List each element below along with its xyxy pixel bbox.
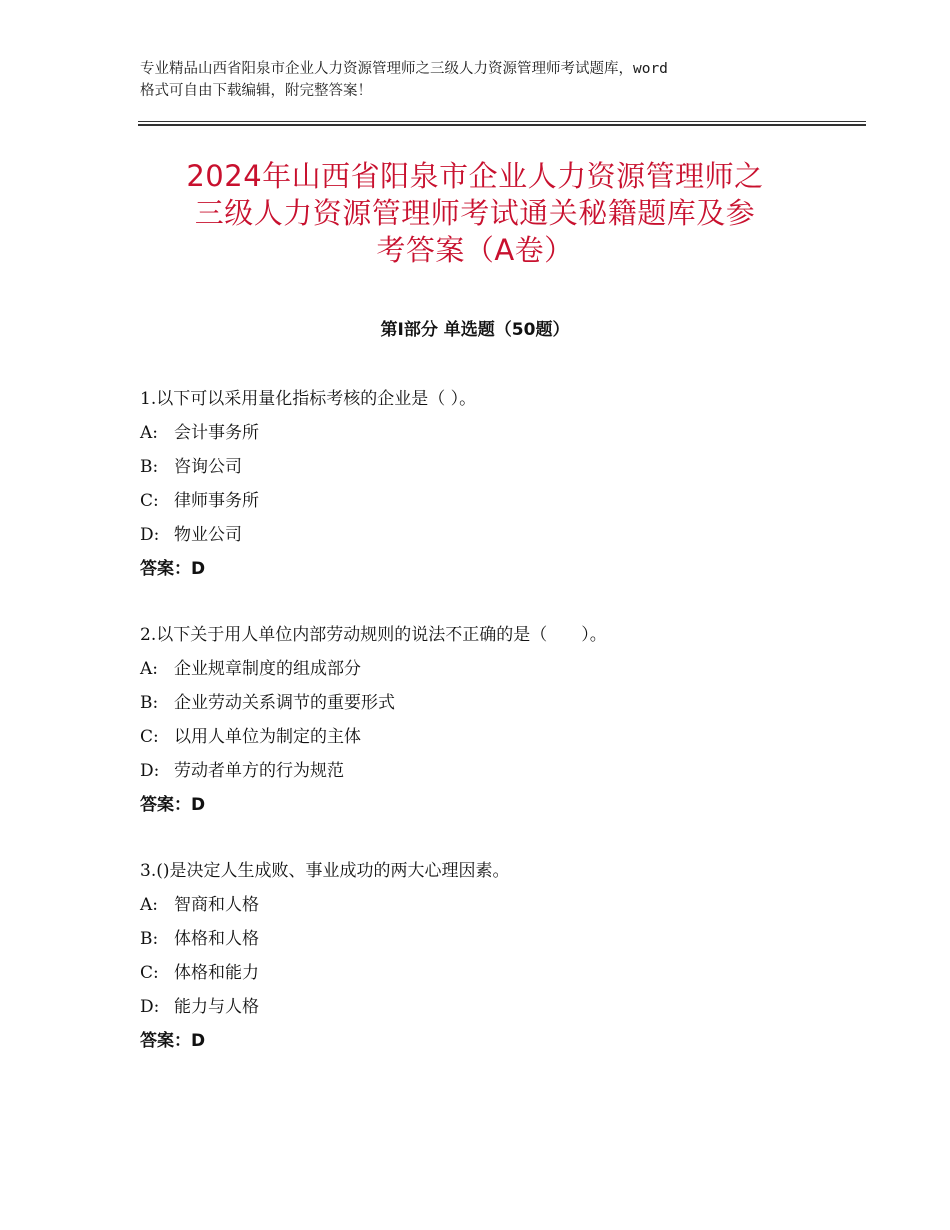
option-a: [140, 652, 860, 686]
document-title-line1: 2024年山西省阳泉市企业人力资源管理师之: [186, 159, 764, 193]
question-stem: 2.以下关于用人单位内部劳动规则的说法不正确的是（ ）。: [140, 625, 607, 645]
document-title: [95, 158, 855, 269]
header-note: [140, 58, 840, 102]
option-text: 企业劳动关系调节的重要形式: [174, 693, 395, 713]
header-note-line1: 专业精品山西省阳泉市企业人力资源管理师之三级人力资源管理师考试题库，word: [140, 61, 668, 77]
option-key: D:: [140, 525, 160, 545]
option-c: [140, 956, 860, 990]
question-3: [140, 854, 860, 1058]
answer: 答案：D: [140, 559, 206, 579]
question-stem: 1.以下可以采用量化指标考核的企业是（ ）。: [140, 389, 477, 409]
option-key: C:: [140, 491, 159, 511]
option-text: 体格和人格: [174, 929, 259, 949]
option-c: [140, 720, 860, 754]
option-text: 咨询公司: [174, 457, 242, 477]
option-c: [140, 484, 860, 518]
option-key: B:: [140, 929, 159, 949]
option-text: 会计事务所: [174, 423, 259, 443]
option-key: A:: [140, 423, 159, 443]
option-text: 律师事务所: [174, 491, 259, 511]
option-key: C:: [140, 963, 159, 983]
option-d: [140, 990, 860, 1024]
option-key: B:: [140, 693, 159, 713]
document-title-line2: 三级人力资源管理师考试通关秘籍题库及参: [194, 196, 756, 230]
option-b: [140, 450, 860, 484]
header-divider-thick: [138, 124, 866, 126]
option-a: [140, 888, 860, 922]
header-divider-thin: [138, 121, 866, 122]
option-text: 智商和人格: [174, 895, 259, 915]
answer: 答案：D: [140, 1031, 206, 1051]
answer: 答案：D: [140, 795, 206, 815]
document-title-line3: 考答案（A卷）: [376, 233, 574, 267]
option-text: 劳动者单方的行为规范: [174, 761, 344, 781]
question-stem: 3.()是决定人生成败、事业成功的两大心理因素。: [140, 861, 510, 881]
option-text: 体格和能力: [174, 963, 259, 983]
section-title: 第Ⅰ部分 单选题（50题）: [380, 320, 570, 340]
option-key: A:: [140, 659, 159, 679]
option-text: 物业公司: [174, 525, 242, 545]
question-2: [140, 618, 860, 822]
option-key: D:: [140, 997, 160, 1017]
option-a: [140, 416, 860, 450]
option-b: [140, 922, 860, 956]
option-key: B:: [140, 457, 159, 477]
option-key: D:: [140, 761, 160, 781]
option-text: 以用人单位为制定的主体: [174, 727, 361, 747]
option-d: [140, 518, 860, 552]
option-d: [140, 754, 860, 788]
option-text: 企业规章制度的组成部分: [174, 659, 361, 679]
question-list: [140, 382, 860, 1090]
option-text: 能力与人格: [174, 997, 259, 1017]
option-key: C:: [140, 727, 159, 747]
question-1: [140, 382, 860, 586]
option-key: A:: [140, 895, 159, 915]
header-note-line2: 格式可自由下载编辑，附完整答案！: [140, 83, 372, 99]
option-b: [140, 686, 860, 720]
